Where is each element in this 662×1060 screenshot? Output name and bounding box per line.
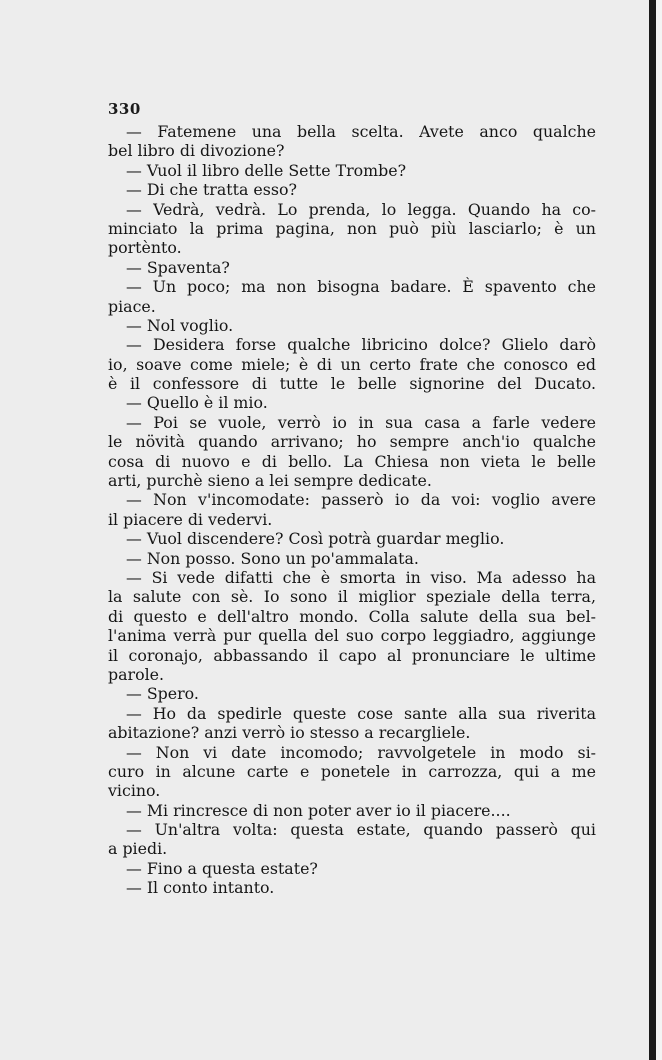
text-line: — Mi rincresce di non poter aver io il piacere.... — [126, 800, 511, 820]
page-edge-margin — [656, 0, 662, 1060]
text-line: le növità quando arrivano; ho sempre anch'io qualche — [108, 432, 596, 452]
text-line: io, soave come miele; è di un certo frate che conosco ed — [108, 354, 596, 374]
text-line: — Poi se vuole, verrò io in sua casa a farle vedere — [126, 412, 596, 432]
text-line: portènto. — [108, 238, 182, 258]
text-line: — Si vede difatti che è smorta in viso. Ma adesso ha — [126, 567, 596, 587]
text-line: curo in alcune carte e ponetele in carrozza, qui a me — [108, 761, 596, 781]
text-line: vicino. — [108, 781, 161, 801]
text-line: — Non v'incomodate: passerò io da voi: voglio avere — [126, 490, 596, 510]
text-line: arti, purchè sieno a lei sempre dedicate. — [108, 471, 432, 491]
body-text — [108, 122, 596, 898]
text-line: il coronajo, abbassando il capo al pronunciare le ultime — [108, 645, 596, 665]
text-line: — Il conto intanto. — [126, 878, 275, 898]
text-line: — Non vi date incomodo; ravvolgetele in modo si- — [126, 742, 596, 762]
text-line: — Fino a questa estate? — [126, 858, 318, 878]
text-line: — Un poco; ma non bisogna badare. È spavento che — [126, 277, 596, 297]
text-line: piace. — [108, 296, 156, 316]
text-line: — Vuol il libro delle Sette Trombe? — [126, 160, 407, 180]
text-line: parole. — [108, 664, 165, 684]
text-line: la salute con sè. Io sono il miglior speziale della terra, — [108, 587, 596, 607]
text-line: bel libro di divozione? — [108, 141, 285, 161]
text-line: il piacere di vedervi. — [108, 509, 273, 529]
text-line: di questo e dell'altro mondo. Colla salute della sua bel- — [108, 606, 596, 626]
text-line: l'anima verrà pur quella del suo corpo leggiadro, aggiunge — [108, 626, 596, 646]
text-line: è il confessore di tutte le belle signorine del Ducato. — [108, 374, 596, 394]
text-line: a piedi. — [108, 839, 168, 859]
text-line: — Non posso. Sono un po'ammalata. — [126, 548, 419, 568]
text-line: — Nol voglio. — [126, 315, 234, 335]
text-line: — Fatemene una bella scelta. Avete anco qualche — [126, 122, 596, 141]
text-line: cosa di nuovo e di bello. La Chiesa non vieta le belle — [108, 451, 596, 471]
text-line: — Un'altra volta: questa estate, quando passerò qui — [126, 820, 596, 840]
text-line: abitazione? anzi verrò io stesso a recargliele. — [108, 723, 471, 743]
text-line: — Spero. — [126, 684, 199, 704]
text-line: — Desidera forse qualche libricino dolce? Glielo darò — [126, 335, 596, 355]
text-line: — Ho da spedirle queste cose sante alla sua riverita — [126, 703, 596, 723]
text-line: — Vedrà, vedrà. Lo prenda, lo legga. Quando ha co- — [126, 199, 596, 219]
page-number: 330 — [108, 100, 141, 118]
page-edge-shadow — [649, 0, 656, 1060]
text-line: — Quello è il mio. — [126, 393, 268, 413]
text-line: — Vuol discendere? Così potrà guardar meglio. — [126, 529, 505, 549]
text-line: minciato la prima pagina, non può più lasciarlo; è un — [108, 218, 596, 238]
text-line: — Spaventa? — [126, 257, 230, 277]
text-line: — Di che tratta esso? — [126, 180, 297, 200]
